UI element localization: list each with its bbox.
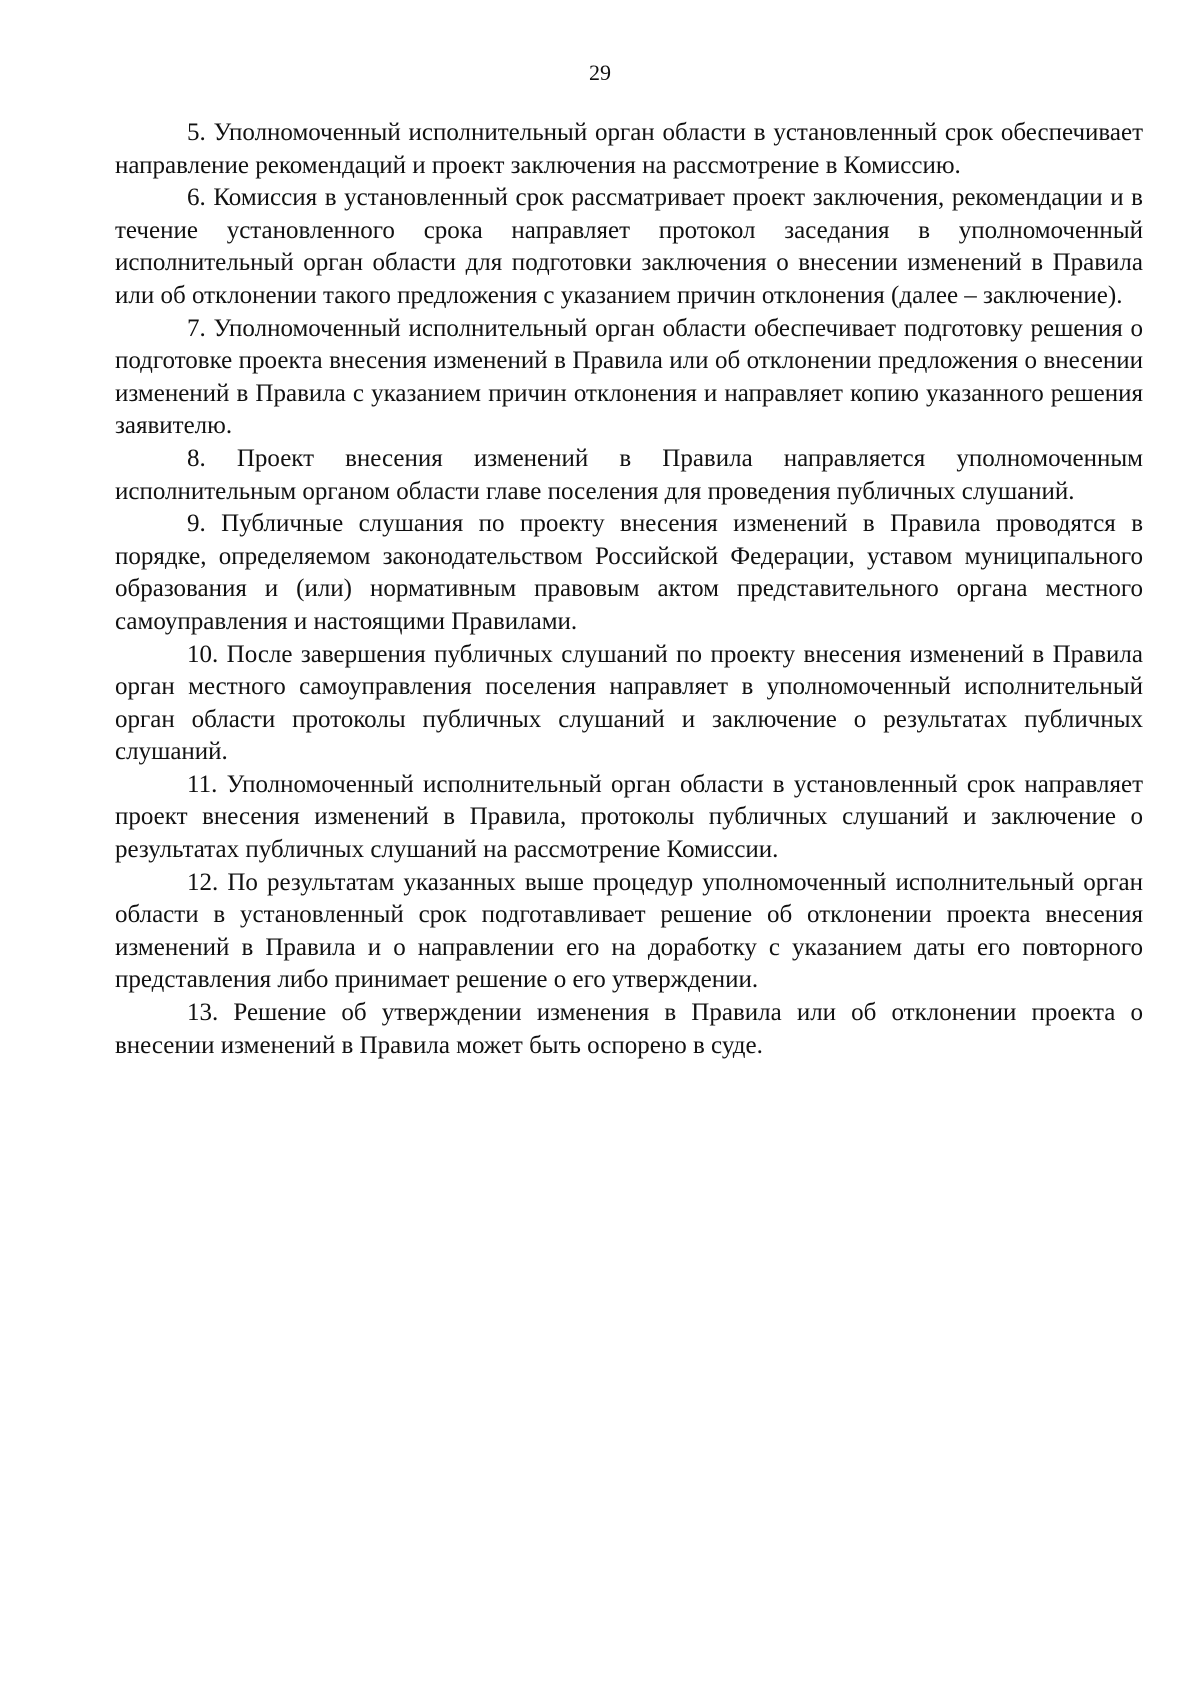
page-number: 29 — [589, 60, 611, 85]
paragraph-6: 6. Комиссия в установленный срок рассматривает проект заключения, рекомендации и в течение установленного срока направляет протокол заседания в уполномоченный исполнительный орган области для подготовки заключения о внесении изменений в Правила или об отклонении такого предложения с указанием причин отклонения (далее – заключение). — [115, 184, 1143, 309]
paragraph-8: 8. Проект внесения изменений в Правила направляется уполномоченным исполнительным органом области главе поселения для проведения публичных слушаний. — [115, 444, 1143, 505]
paragraph-13: 13. Решение об утверждении изменения в Правила или об отклонении проекта о внесении изменений в Правила может быть оспорено в суде. — [115, 999, 1143, 1059]
paragraph-10: 10. После завершения публичных слушаний по проекту внесения изменений в Правила орган местного самоуправления поселения направляет в уполномоченный исполнительный орган области протоколы публичных слушаний и заключение о результатах публичных слушаний. — [115, 640, 1143, 766]
paragraph-9: 9. Публичные слушания по проекту внесения изменений в Правила проводятся в порядке, определяемом законодательством Российской Федерации, уставом муниципального образования и (или) нормативным правовым актом представительного органа местного самоуправления и настоящими Правилами. — [115, 510, 1143, 635]
paragraph-5: 5. Уполномоченный исполнительный орган области в установленный срок обеспечивает направление рекомендаций и проект заключения на рассмотрение в Комиссию. — [115, 119, 1143, 179]
document-body — [115, 117, 1143, 1062]
paragraph-12: 12. По результатам указанных выше процедур уполномоченный исполнительный орган области в установленный срок подготавливает решение об отклонении проекта внесения изменений в Правила и о направлении его на доработку с указанием даты его повторного представления либо принимает решение о его утверждении. — [115, 868, 1143, 994]
paragraph-11: 11. Уполномоченный исполнительный орган области в установленный срок направляет проект внесения изменений в Правила, протоколы публичных слушаний и заключение о результатах публичных слушаний на рассмотрение Комиссии. — [115, 770, 1143, 864]
paragraph-7: 7. Уполномоченный исполнительный орган области обеспечивает подготовку решения о подготовке проекта внесения изменений в Правила или об отклонении предложения о внесении изменений в Правила с указанием причин отклонения и направляет копию указанного решения заявителю. — [115, 314, 1143, 440]
